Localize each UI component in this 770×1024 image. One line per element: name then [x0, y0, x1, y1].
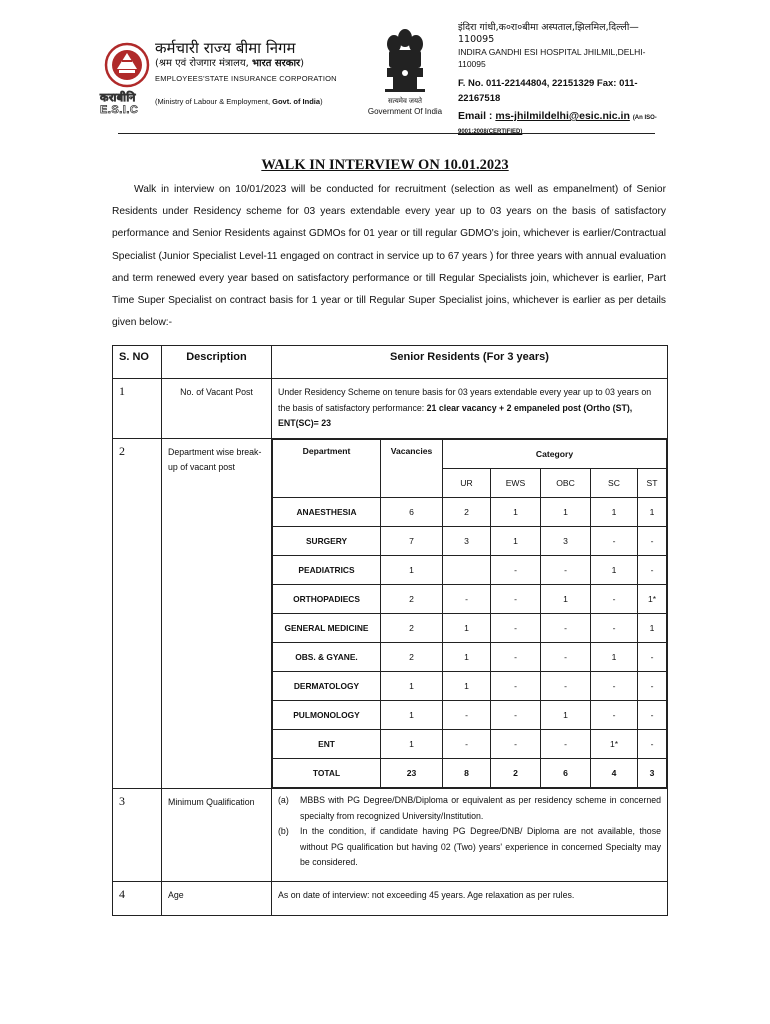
- vacant-post-detail: Under Residency Scheme on tenure basis for 03 years extendable every year up to 03 years on the basis of satisfactory performance: 21 clear vacancy + 2 empaneled post (Ortho (ST), ENT(SC)= 23: [272, 379, 668, 439]
- row-sno: 2: [113, 439, 162, 789]
- department-name: PULMONOLOGY: [273, 701, 381, 730]
- category-count: -: [591, 672, 638, 701]
- vacancy-count: 7: [381, 527, 443, 556]
- category-count: -: [638, 527, 667, 556]
- row-sno: 4: [113, 881, 162, 915]
- emblem-caption: Government Of India: [367, 107, 443, 116]
- department-name: SURGERY: [273, 527, 381, 556]
- hospital-name-english-1: INDIRA GANDHI ESI HOSPITAL JHILMIL,DELHI-: [458, 47, 646, 57]
- qualification-b: In the condition, if candidate having PG Degree/DNB/ Diploma are not available, those without PG qualification but having 02 (Two) years' experience in concerned Specialty may be considered.: [300, 826, 661, 867]
- category-st: ST: [638, 469, 667, 498]
- col-category: Category: [443, 440, 667, 469]
- category-count: 2: [491, 759, 541, 788]
- col-vacancies: Vacancies: [381, 440, 443, 498]
- category-ur: UR: [443, 469, 491, 498]
- table-row: [113, 881, 668, 915]
- header-description: Description: [162, 346, 272, 379]
- category-count: 3: [541, 527, 591, 556]
- org-name-english: EMPLOYEES'STATE INSURANCE CORPORATION: [155, 74, 337, 83]
- category-count: -: [443, 730, 491, 759]
- category-count: -: [541, 556, 591, 585]
- department-row: [273, 701, 667, 730]
- category-count: 3: [443, 527, 491, 556]
- department-row: [273, 730, 667, 759]
- category-count: 1*: [638, 585, 667, 614]
- hospital-name-hindi: इंदिरा गांधी,क०रा०बीमा अस्पताल,झिलमिल,दिल्ली—110095: [458, 22, 639, 45]
- category-count: 8: [443, 759, 491, 788]
- vacancy-count: 1: [381, 701, 443, 730]
- category-count: [443, 556, 491, 585]
- department-row: [273, 527, 667, 556]
- category-ews: EWS: [491, 469, 541, 498]
- vacancy-count: 2: [381, 643, 443, 672]
- department-row: [273, 614, 667, 643]
- category-count: -: [638, 701, 667, 730]
- category-sc: SC: [591, 469, 638, 498]
- category-count: -: [443, 585, 491, 614]
- table-row: [113, 789, 668, 882]
- table-header-row: [113, 346, 668, 379]
- table-row: [113, 439, 668, 789]
- department-row: [273, 643, 667, 672]
- intro-paragraph: Walk in interview on 10/01/2023 will be conducted for recruitment (selection as well as empanelment) of Senior Residents under Residency scheme for 03 years extendable every year up to 03 years on the basis of satisfactory performance and Senior Residents against GDMOs for 01 year or till regular GDMO's join, whichever is earlier/Contractual Specialist (Junior Specialist Level-11 engaged on contract in service up to 67 years ) for three years with annual evaluation and term renewed every year based on satisfactory performance or till Regular Specialists join, whichever is earlier, Part Time Super Specialist on contract basis for 1 year or till Regular Super Specialist joins, whichever is earlier as per details given below:-: [112, 184, 666, 329]
- category-count: -: [491, 730, 541, 759]
- department-row: [273, 498, 667, 527]
- category-count: 1: [541, 585, 591, 614]
- category-count: -: [491, 556, 541, 585]
- category-count: -: [541, 643, 591, 672]
- department-name: ENT: [273, 730, 381, 759]
- category-count: 1: [443, 643, 491, 672]
- category-count: 6: [541, 759, 591, 788]
- org-name-hindi: कर्मचारी राज्य बीमा निगम: [155, 39, 296, 57]
- category-count: -: [491, 614, 541, 643]
- category-obc: OBC: [541, 469, 591, 498]
- row-sno: 3: [113, 789, 162, 882]
- category-count: 1: [591, 498, 638, 527]
- category-count: -: [591, 701, 638, 730]
- category-count: 1: [638, 614, 667, 643]
- hospital-address-block: [458, 22, 670, 138]
- category-count: 3: [638, 759, 667, 788]
- category-count: 1: [591, 556, 638, 585]
- esic-logo-icon: [104, 42, 150, 88]
- category-count: 4: [591, 759, 638, 788]
- qualification-detail: (a) MBBS with PG Degree/DNB/Diploma or equivalent as per residency scheme in concerned specialty from recognized University/Institution. (b) In the condition, if candidate having PG Degree/DNB/ Diploma are not available, those without PG qualification but having 02 (Two) years' experience in concerned Specialty may be considered.: [272, 789, 668, 882]
- department-name: GENERAL MEDICINE: [273, 614, 381, 643]
- category-count: -: [638, 556, 667, 585]
- emblem-motto: सत्यमेव जयते: [387, 98, 423, 105]
- row-description: Age: [162, 881, 272, 915]
- age-detail: As on date of interview: not exceeding 45 years. Age relaxation as per rules.: [272, 881, 668, 915]
- row-description: No. of Vacant Post: [162, 379, 272, 439]
- category-count: 1: [491, 527, 541, 556]
- category-count: -: [491, 701, 541, 730]
- category-count: 1: [443, 672, 491, 701]
- category-count: -: [591, 527, 638, 556]
- category-count: 1: [541, 701, 591, 730]
- department-name: OBS. & GYANE.: [273, 643, 381, 672]
- department-row: [273, 585, 667, 614]
- category-count: -: [541, 614, 591, 643]
- col-department: Department: [273, 440, 381, 498]
- department-row: [273, 556, 667, 585]
- category-count: 1*: [591, 730, 638, 759]
- phone-fax: F. No. 011-22144804, 22151329 Fax: 011- 22167518: [458, 78, 638, 104]
- email-link[interactable]: ms-jhilmildelhi@esic.nic.in: [495, 110, 630, 122]
- category-count: 1: [443, 614, 491, 643]
- department-breakup-table: [272, 439, 667, 788]
- category-count: -: [443, 701, 491, 730]
- total-row: [273, 759, 667, 788]
- qualification-a: MBBS with PG Degree/DNB/Diploma or equivalent as per residency scheme in concerned specialty from recognized University/Institution.: [300, 795, 661, 821]
- department-name: PEADIATRICS: [273, 556, 381, 585]
- ministry-english: (Ministry of Labour & Employment, Govt. of India): [155, 97, 323, 106]
- vacancy-count: 23: [381, 759, 443, 788]
- vacancy-count: 1: [381, 556, 443, 585]
- row-sno: 1: [113, 379, 162, 439]
- department-name: ANAESTHESIA: [273, 498, 381, 527]
- category-count: -: [638, 643, 667, 672]
- esic-logo-text: कराबीनि E.S.I.C: [100, 92, 139, 116]
- iso-certification: 9001:2008(CERTIFIED): [458, 129, 523, 135]
- header-senior-residents: Senior Residents (For 3 years): [272, 346, 668, 379]
- breakup-header-row: [273, 440, 667, 469]
- department-row: [273, 672, 667, 701]
- table-row: [113, 379, 668, 439]
- department-name: DERMATOLOGY: [273, 672, 381, 701]
- header-sno: S. NO: [113, 346, 162, 379]
- department-name: TOTAL: [273, 759, 381, 788]
- category-count: 1: [591, 643, 638, 672]
- vacancy-count: 2: [381, 614, 443, 643]
- vacancy-count: 2: [381, 585, 443, 614]
- category-count: -: [638, 672, 667, 701]
- category-count: -: [541, 730, 591, 759]
- page-title: WALK IN INTERVIEW ON 10.01.2023: [261, 157, 509, 173]
- category-count: -: [591, 614, 638, 643]
- ministry-hindi: (श्रम एवं रोजगार मंत्रालय, भारत सरकार): [155, 58, 305, 69]
- vacancy-count: 1: [381, 730, 443, 759]
- category-count: 1: [541, 498, 591, 527]
- category-count: -: [491, 585, 541, 614]
- category-count: 1: [638, 498, 667, 527]
- hospital-name-english-2: 110095: [458, 59, 486, 69]
- department-name: ORTHOPADIECS: [273, 585, 381, 614]
- row-description: Minimum Qualification: [162, 789, 272, 882]
- email-line: Email : ms-jhilmildelhi@esic.nic.in (An ISO-: [458, 110, 657, 122]
- vacancy-count: 6: [381, 498, 443, 527]
- department-breakup-cell: [272, 439, 668, 789]
- category-count: -: [491, 643, 541, 672]
- category-count: -: [541, 672, 591, 701]
- category-count: -: [638, 730, 667, 759]
- national-emblem-icon: [383, 24, 427, 96]
- vacancy-count: 1: [381, 672, 443, 701]
- row-description: Department wise break-up of vacant post: [162, 439, 272, 789]
- category-count: -: [591, 585, 638, 614]
- recruitment-table: [112, 345, 668, 916]
- category-count: -: [491, 672, 541, 701]
- header-divider: [118, 133, 655, 134]
- category-count: 2: [443, 498, 491, 527]
- category-count: 1: [491, 498, 541, 527]
